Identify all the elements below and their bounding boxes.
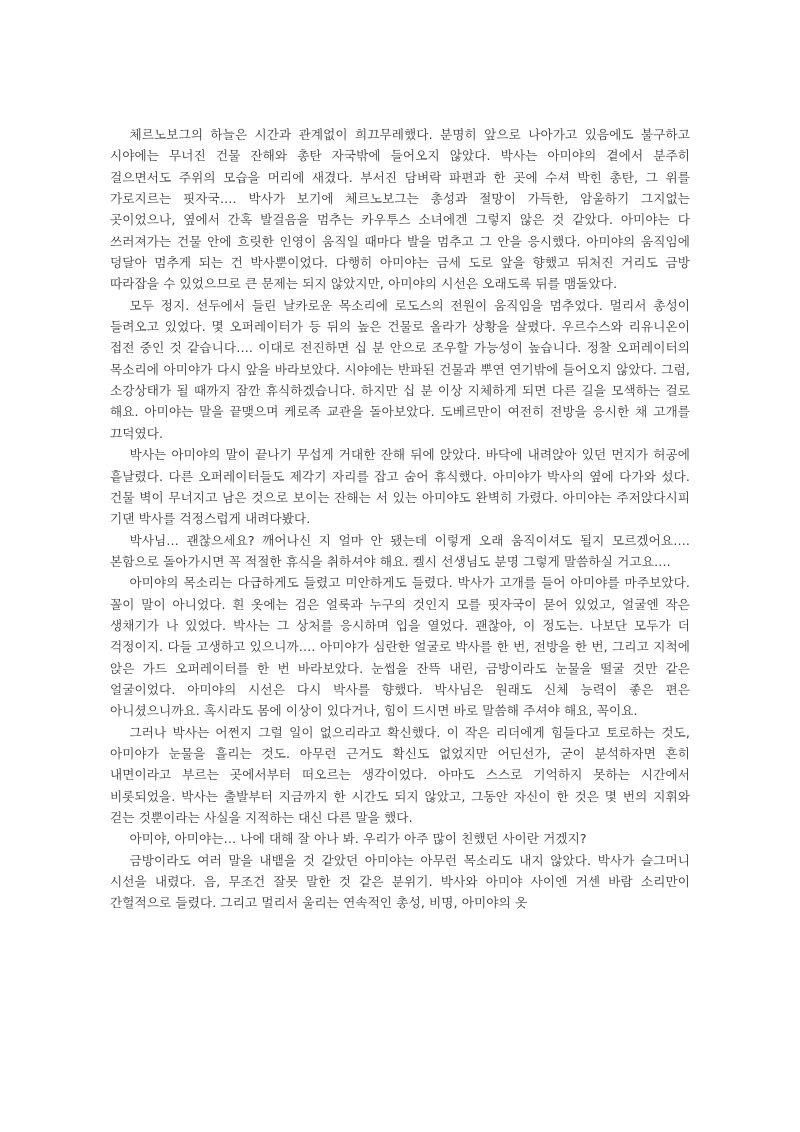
paragraph: 금방이라도 여러 말을 내뱉을 것 같았던 아미야는 아무런 목소리도 내지 않았다. 박사가 슬그머니 시선을 내렸다. 음, 무조건 잘못 말한 것 같은 분위기. 박사와 아미야 사이엔 거센 바람 소리만이 간헐적으로 들렸다. 그리고 멀리서 울리는 연속적인 총성, 비명, 아미야의 옷 — [110, 852, 690, 911]
paragraph: 모두 정지. 선두에서 들린 날카로운 목소리에 로도스의 전원이 움직임을 멈추었다. 멀리서 총성이 들려오고 있었다. 몇 오퍼레이터가 등 뒤의 높은 건물로 올라가 상황을 살폈다. 우르수스와 리유니온이 접전 중인 것 같습니다…. 이대로 전진하면 십 분 안으로 조우할 가능성이 높습니다. 정찰 오퍼레이터의 목소리에 아미야가 다시 앞을 바라보았다. 시야에는 반파된 건물과 뿌연 연기밖에 들어오지 않았다. 그럼, 소강상태가 될 때까지 잠깐 휴식하겠습니다. 하지만 십 분 이상 지체하게 되면 다른 길을 모색하는 걸로 해요. 아미야는 말을 끝맺으며 케로족 교관을 돌아보았다. 도베르만이 여전히 전방을 응시한 채 고개를 끄덕였다. — [110, 297, 690, 441]
paragraph: 그러나 박사는 어쩐지 그럴 일이 없으리라고 확신했다. 이 작은 리더에게 힘들다고 토로하는 것도, 아미야가 눈물을 흘리는 것도. 아무런 근거도 확신도 없었지만 어딘선가, 굳이 분석하자면 흔히 내면이라고 부르는 곳에서부터 떠오르는 생각이었다. 아마도 스스로 기억하지 못하는 시간에서 비롯되었을. 박사는 출발부터 지금까지 한 시간도 되지 않았고, 그동안 자신이 한 것은 몇 번의 지휘와 걷는 것뿐이라는 사실을 지적하는 대신 다른 말을 했다. — [110, 724, 690, 825]
paragraph: 체르노보그의 하늘은 시간과 관계없이 희끄무레했다. 분명히 앞으로 나아가고 있음에도 불구하고 시야에는 무너진 건물 잔해와 총탄 자국밖에 들어오지 않았다. 박사는 아미야의 곁에서 분주히 걸으면서도 주위의 모습을 머리에 새겼다. 부서진 담벼락 파편과 한 곳에 수셔 박힌 총탄, 그 위를 가로지르는 핏자국…. 박사가 보기에 체르노보그는 총성과 절망이 가득한, 암울하기 그지없는 곳이었으나, 옆에서 간혹 발걸음을 멈추는 카우투스 소녀에겐 그렇지 않은 것 같았다. 아미야는 다 쓰러져가는 건물 안에 흐릿한 인영이 움직일 때마다 발을 멈추고 그 안을 응시했다. 아미야의 움직임에 덩달아 멈추게 되는 건 박사뿐이었다. 다행히 아미야는 금세 도로 앞을 향했고 뒤처진 거리도 금방 따라잡을 수 있었으므로 큰 문제는 되지 않았지만, 아미야의 시선은 오래도록 뒤를 맴돌았다. — [110, 127, 690, 292]
paragraph: 아미야, 아미야는… 나에 대해 잘 아나 봐. 우리가 아주 많이 친했던 사이란 거겠지? — [129, 831, 587, 847]
paragraph: 아미야의 목소리는 다급하게도 들렸고 미안하게도 들렸다. 박사가 고개를 들어 아미야를 마주보았다. 꼴이 말이 아니었다. 흰 옷에는 검은 얼룩과 누구의 것인지 모를 핏자국이 묻어 있었고, 얼굴엔 작은 생채기가 나 있었다. 박사는 그 상처를 응시하며 입을 열었다. 괜찮아, 이 정도는. 나보단 모두가 더 걱정이지. 다들 고생하고 있으니까…. 아미야가 심란한 얼굴로 박사를 한 번, 전방을 한 번, 그리고 지척에 앉은 가드 오퍼레이터를 한 번 바라보았다. 눈썹을 잔뜩 내린, 금방이라도 눈물을 떨굴 것만 같은 얼굴이었다. 아미야의 시선은 다시 박사를 향했다. 박사님은 원래도 신체 능력이 좋은 편은 아니셨으니까요. 혹시라도 몸에 이상이 있다거나, 힘이 드시면 바로 말씀해 주셔야 해요, 꼭이요. — [110, 575, 690, 719]
paragraph: 박사님… 괜찮으세요? 깨어나신 지 얼마 안 됐는데 이렇게 오래 움직이셔도 될지 모르겠어요…. 본함으로 돌아가시면 꼭 적절한 휴식을 취하셔야 해요. 켈시 선생님도 분명 그렇게 말씀하실 거고요…. — [110, 532, 690, 569]
document-page — [110, 124, 690, 1114]
paragraph: 박사는 아미야의 말이 끝나기 무섭게 거대한 잔해 뒤에 앉았다. 바닥에 내려앉아 있던 먼지가 허공에 흩날렸다. 다른 오퍼레이터들도 제각기 자리를 잡고 숨어 휴식했다. 아미야가 박사의 옆에 다가와 섰다. 건물 벽이 무너지고 남은 것으로 보이는 잔해는 서 있는 아미야도 완벽히 가렸다. 아미야는 주저앉다시피 기댄 박사를 걱정스럽게 내려다봤다. — [110, 447, 690, 527]
